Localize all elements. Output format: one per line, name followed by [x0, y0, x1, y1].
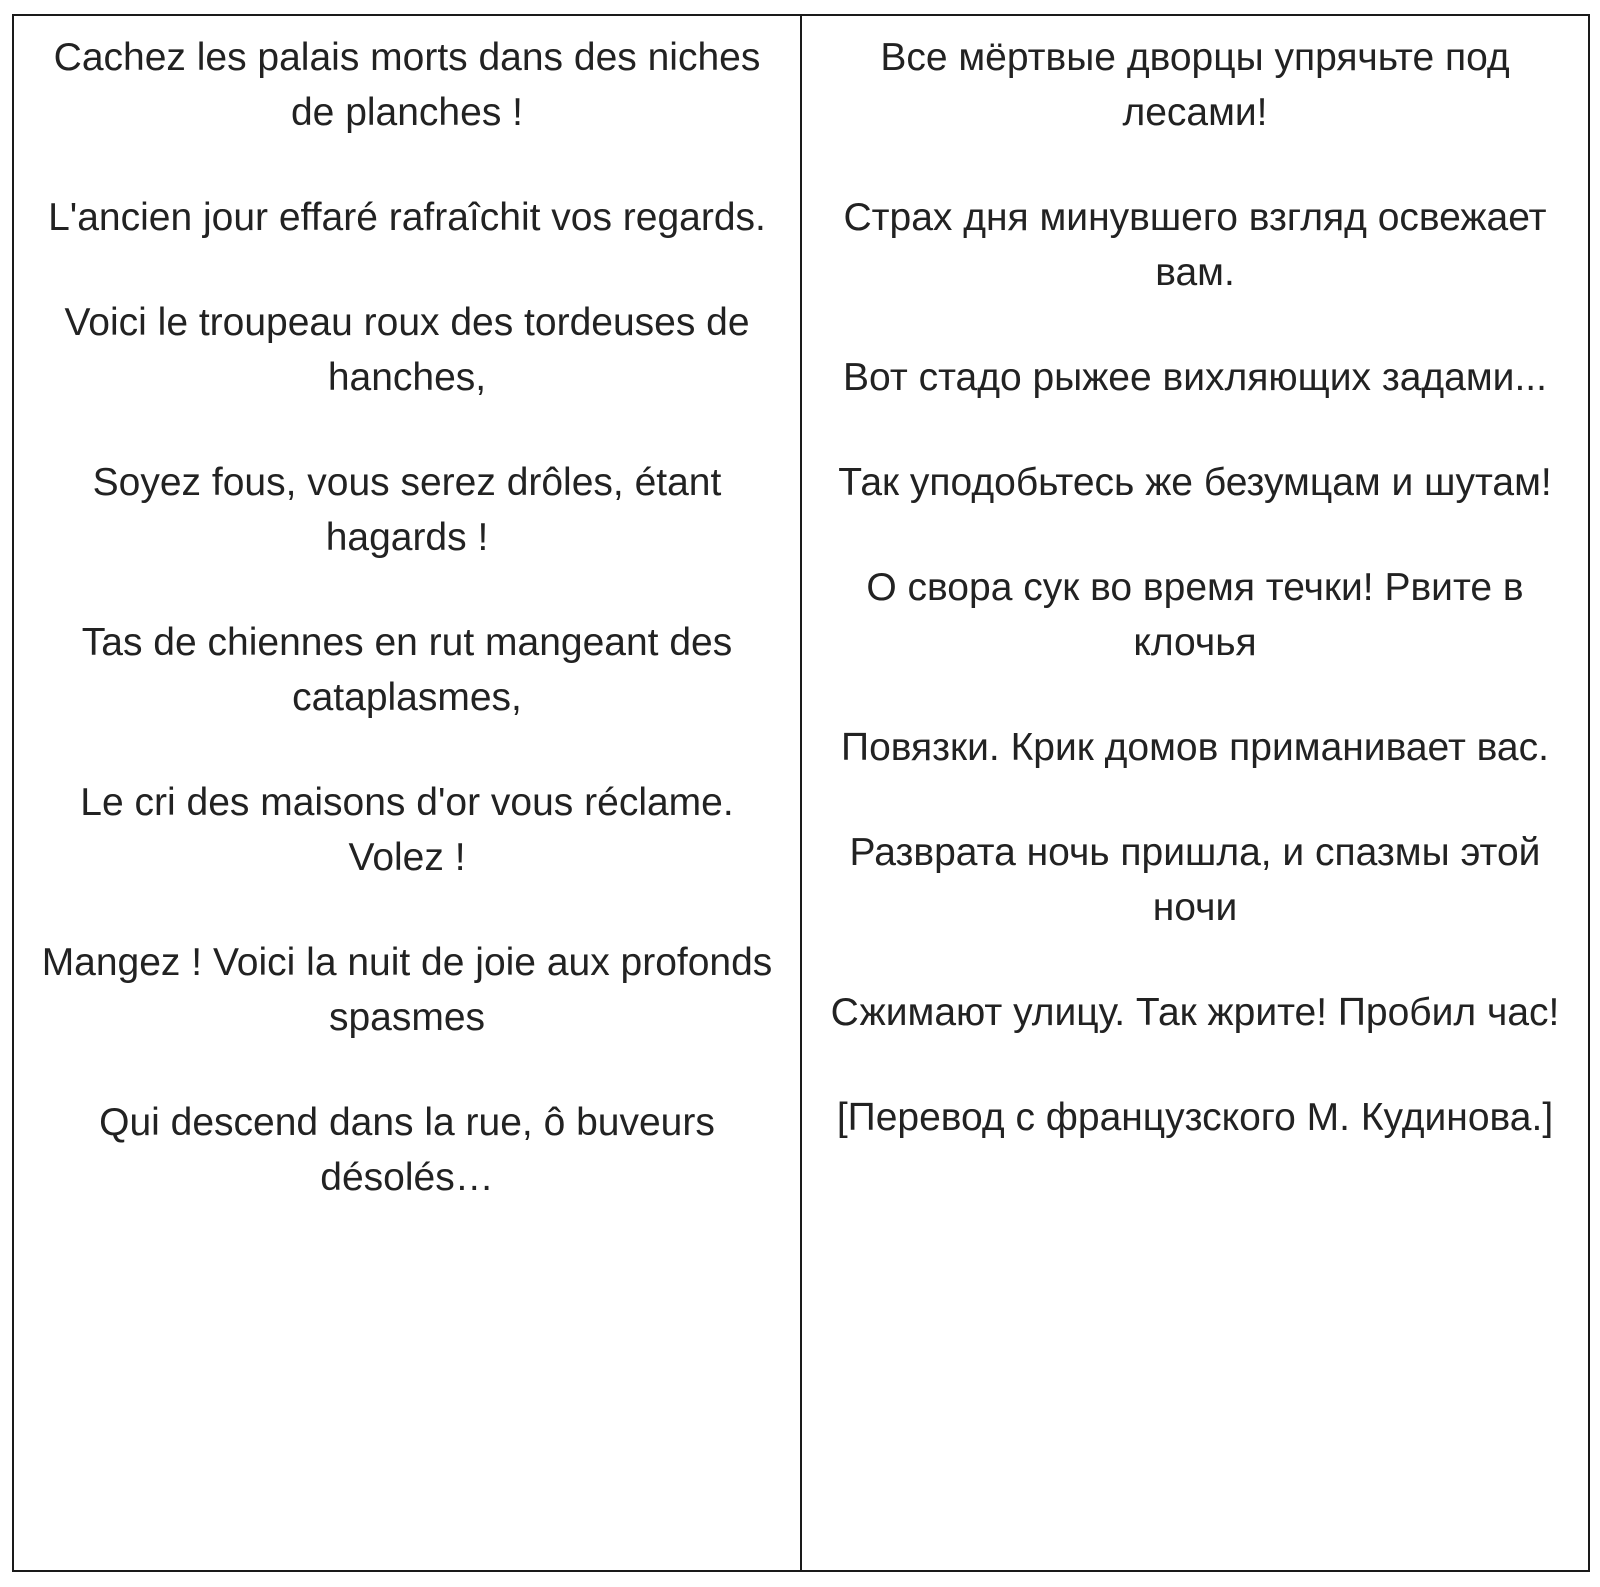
french-line: Soyez fous, vous serez drôles, étant hagards !	[92, 461, 722, 559]
french-line: Le cri des maisons d'or vous réclame. Volez !	[80, 781, 734, 879]
russian-translation-column	[802, 16, 1588, 1570]
russian-line: Страх дня минувшего взгляд освежает вам.	[843, 196, 1547, 294]
russian-line: Разврата ночь пришла, и спазмы этой ночи	[849, 831, 1541, 929]
russian-line: О свора сук во время течки! Рвите в клочья	[866, 566, 1524, 664]
russian-line: Все мёртвые дворцы упрячьте под лесами!	[880, 36, 1510, 134]
french-line: L'ancien jour effaré rafraîchit vos regards.	[48, 196, 766, 239]
russian-line: Повязки. Крик домов приманивает вас.	[841, 726, 1549, 769]
french-line: Qui descend dans la rue, ô buveurs désolés…	[99, 1101, 715, 1199]
french-line: Mangez ! Voici la nuit de joie aux profonds spasmes	[41, 941, 773, 1039]
french-line: Cachez les palais morts dans des niches de planches !	[53, 36, 761, 134]
russian-line: Вот стадо рыжее вихляющих задами...	[843, 356, 1547, 399]
french-original-column	[14, 16, 802, 1570]
russian-line: Сжимают улицу. Так жрите! Пробил час!	[830, 991, 1560, 1034]
russian-line: Так уподобьтесь же безумцам и шутам!	[838, 461, 1552, 504]
translator-credit: [Перевод с французского М. Кудинова.]	[836, 1096, 1554, 1139]
french-line: Voici le troupeau roux des tordeuses de hanches,	[64, 301, 750, 399]
french-line: Tas de chiennes en rut mangeant des cataplasmes,	[81, 621, 733, 719]
poem-translation-table	[12, 14, 1590, 1572]
